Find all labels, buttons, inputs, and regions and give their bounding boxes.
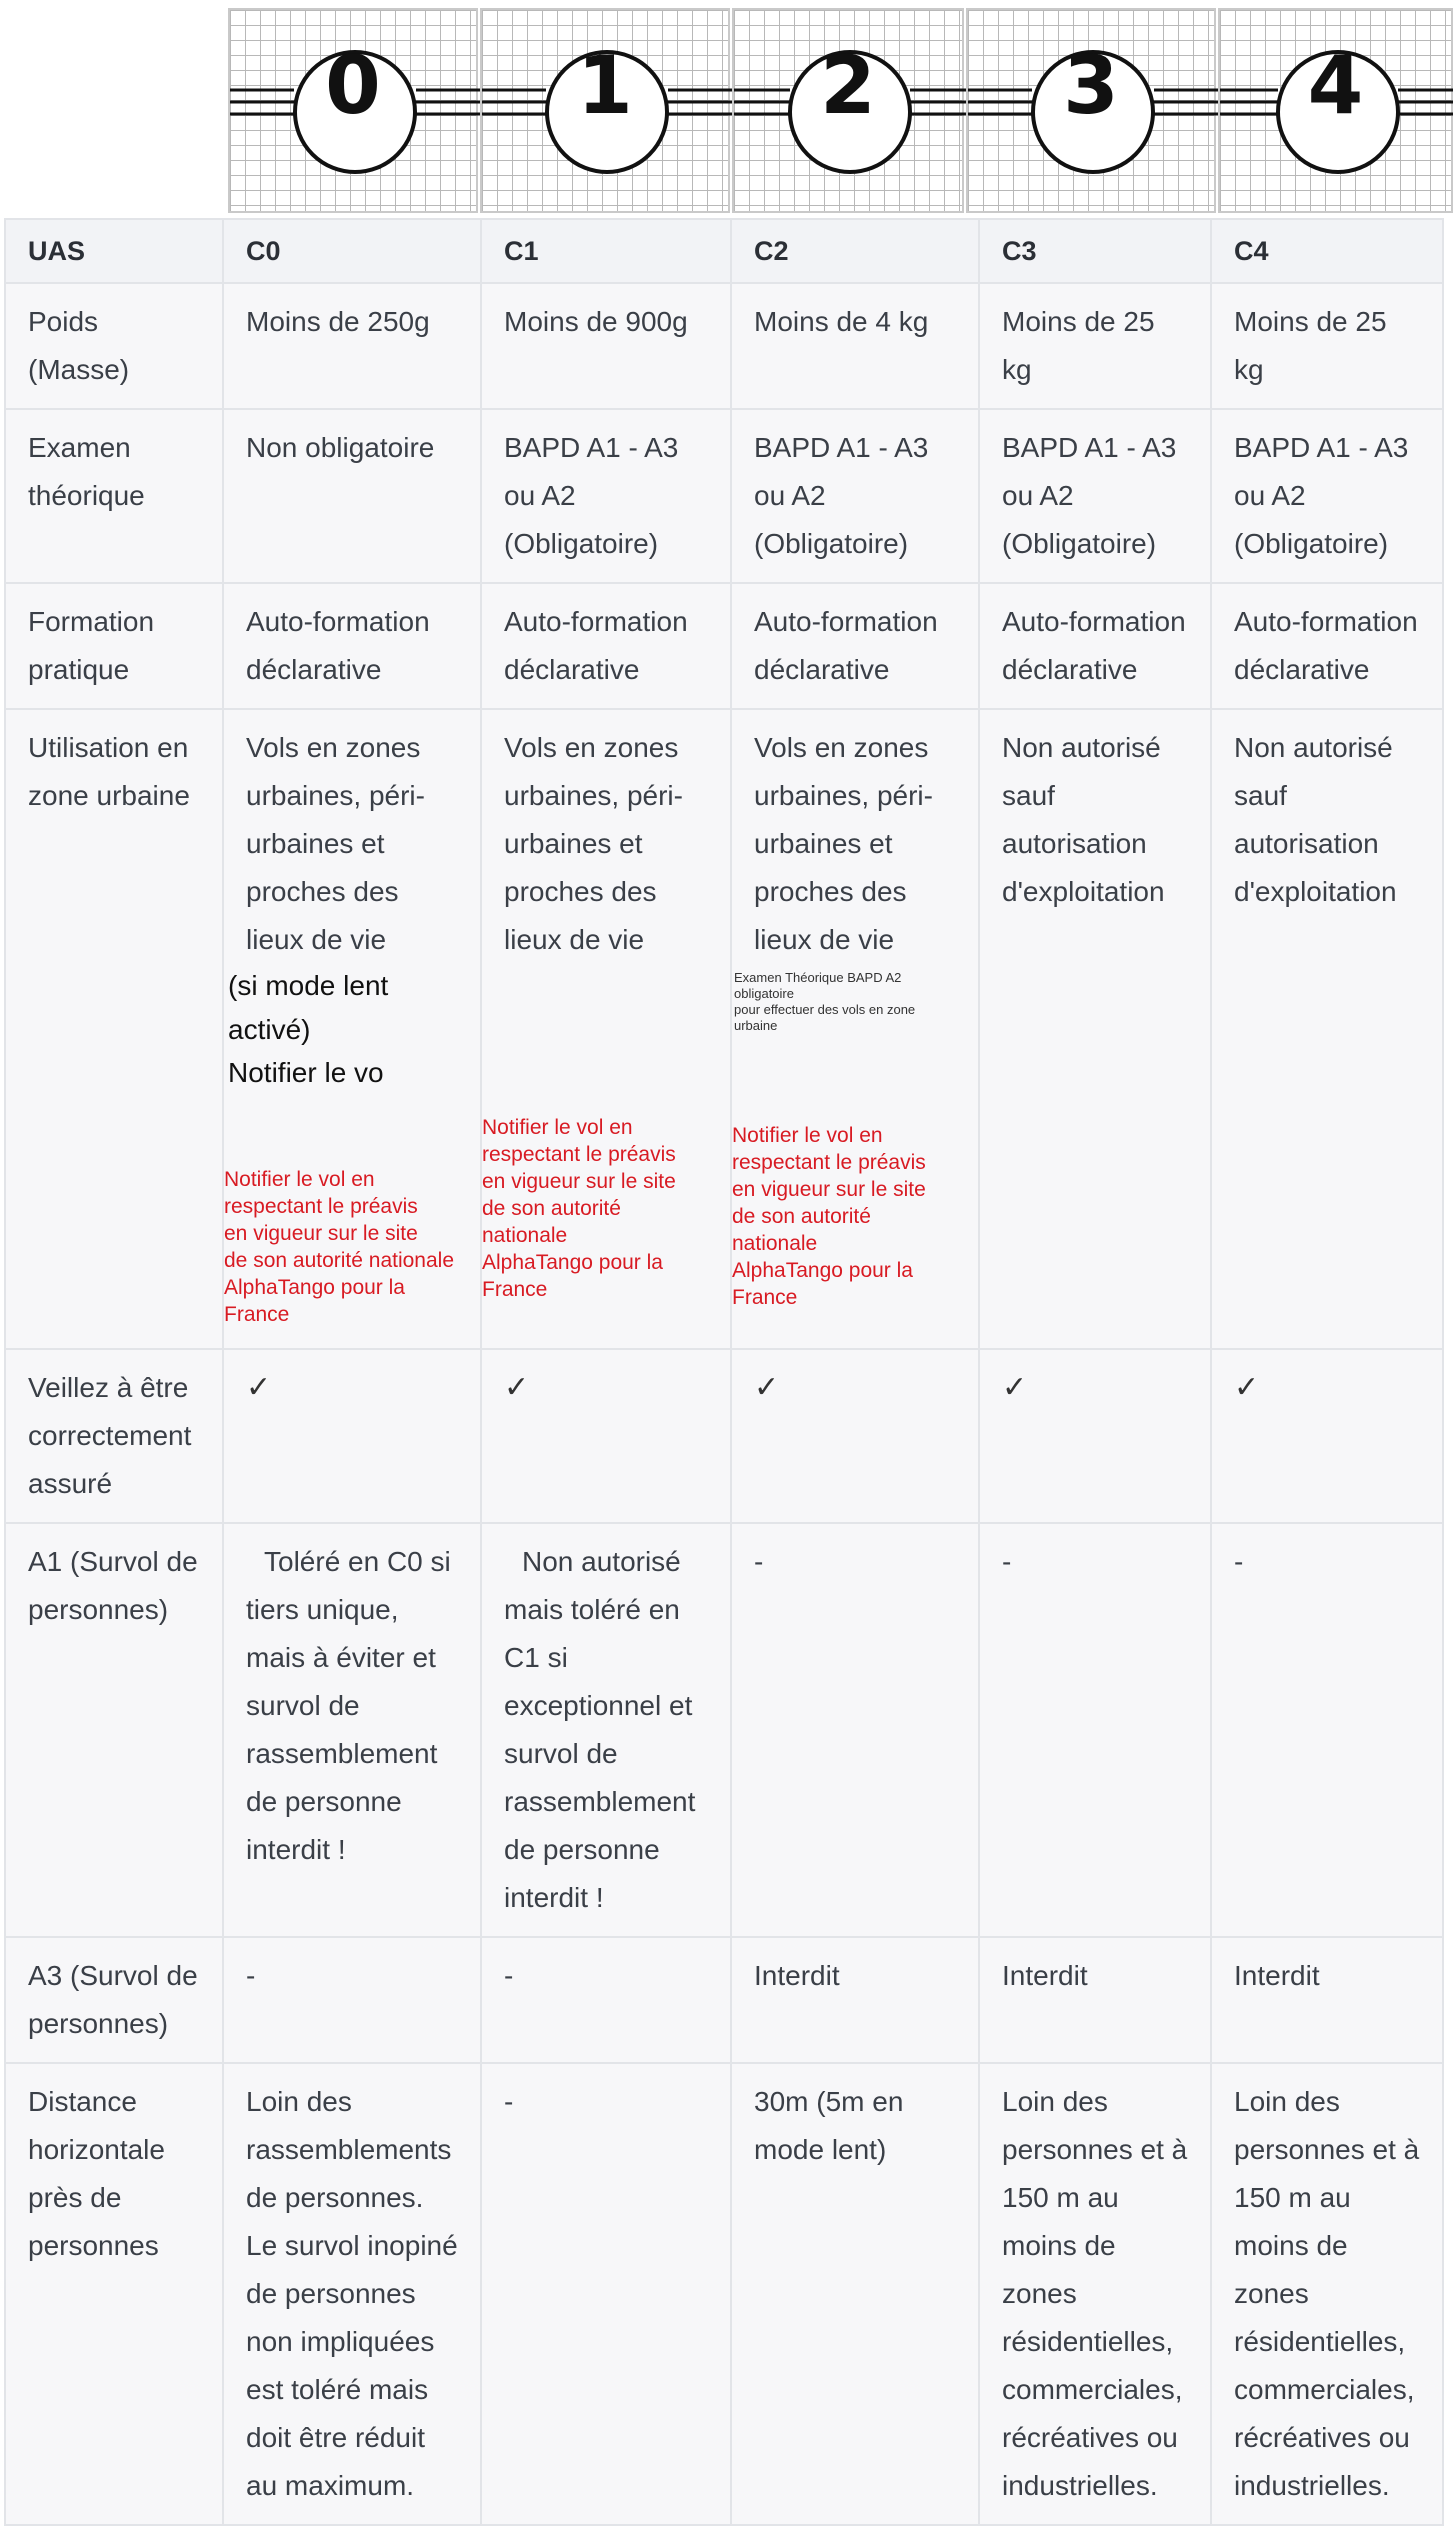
cell-c2: Auto-formation déclarative bbox=[731, 583, 979, 709]
table-row-a3 bbox=[5, 1937, 1443, 2063]
slow-mode-text: (si mode lent activé) bbox=[228, 970, 389, 1045]
cell-c2: - bbox=[731, 1523, 979, 1937]
badge-c3 bbox=[966, 8, 1216, 213]
cell-c4: Loin des personnes et à 150 m au moins de zones résidentielles, commerciales, récréatives ou industrielles. bbox=[1211, 2063, 1443, 2525]
table-row-distance bbox=[5, 2063, 1443, 2525]
cell-c4: - bbox=[1211, 1523, 1443, 1937]
header-c2: C2 bbox=[731, 219, 979, 283]
table-row-formation bbox=[5, 583, 1443, 709]
notify-text: Notifier le vo bbox=[228, 1057, 384, 1088]
row-label: Examen théorique bbox=[5, 409, 223, 583]
row-label: A3 (Survol de personnes) bbox=[5, 1937, 223, 2063]
urban-text: Vols en zones urbaines, péri-urbaines et proches des lieux de vie bbox=[754, 732, 933, 955]
cell-c4: Interdit bbox=[1211, 1937, 1443, 2063]
red-notice: Notifier le vol en respectant le préavis en vigueur sur le site de son autorité nationale AlphaTango pour la France bbox=[224, 1168, 455, 1326]
table-row-urbaine bbox=[5, 709, 1443, 1349]
urban-text: Vols en zones urbaines, péri-urbaines et proches des lieux de vie bbox=[504, 732, 683, 955]
row-label: Poids (Masse) bbox=[5, 283, 223, 409]
header-c4: C4 bbox=[1211, 219, 1443, 283]
check-icon: ✓ bbox=[1211, 1349, 1443, 1523]
urban-text: Vols en zones urbaines, péri-urbaines et proches des lieux de vie bbox=[246, 732, 425, 955]
badge-number: 0 bbox=[325, 39, 381, 132]
cell-c3: Non autorisé sauf autorisation d'exploitation bbox=[979, 709, 1211, 1349]
cell-c3: Loin des personnes et à 150 m au moins de zones résidentielles, commerciales, récréatives ou industrielles. bbox=[979, 2063, 1211, 2525]
cell-c2: Moins de 4 kg bbox=[731, 283, 979, 409]
check-icon: ✓ bbox=[979, 1349, 1211, 1523]
cell-c4: Moins de 25 kg bbox=[1211, 283, 1443, 409]
cell-c0: - bbox=[223, 1937, 481, 2063]
badge-number: 1 bbox=[577, 39, 633, 132]
cell-c3: BAPD A1 - A3 ou A2 (Obligatoire) bbox=[979, 409, 1211, 583]
badge-number: 2 bbox=[820, 39, 876, 132]
header-c1: C1 bbox=[481, 219, 731, 283]
header-c3: C3 bbox=[979, 219, 1211, 283]
cell-c4: Auto-formation déclarative bbox=[1211, 583, 1443, 709]
table-row-poids bbox=[5, 283, 1443, 409]
row-label: Distance horizontale près de personnes bbox=[5, 2063, 223, 2525]
table-row-a1 bbox=[5, 1523, 1443, 1937]
table-row-examen bbox=[5, 409, 1443, 583]
cell-c1: BAPD A1 - A3 ou A2 (Obligatoire) bbox=[481, 409, 731, 583]
header-c0: C0 bbox=[223, 219, 481, 283]
cell-c3: Interdit bbox=[979, 1937, 1211, 2063]
cell-c0: Moins de 250g bbox=[223, 283, 481, 409]
cell-c2: 30m (5m en mode lent) bbox=[731, 2063, 979, 2525]
badge-c0 bbox=[228, 8, 478, 213]
cell-c0 bbox=[223, 709, 481, 1349]
exam-small-note: Examen Théorique BAPD A2 obligatoire pour effectuer des vols en zone urbaine bbox=[734, 970, 916, 1033]
cell-c0: Non obligatoire bbox=[223, 409, 481, 583]
cell-c4: Non autorisé sauf autorisation d'exploitation bbox=[1211, 709, 1443, 1349]
badge-number: 3 bbox=[1063, 39, 1119, 132]
check-icon: ✓ bbox=[223, 1349, 481, 1523]
badge-number: 4 bbox=[1307, 39, 1364, 132]
cell-c2 bbox=[731, 709, 979, 1349]
cell-c1: Non autorisé mais toléré en C1 si exceptionnel et survol de rassemblement de personne interdit ! bbox=[481, 1523, 731, 1937]
cell-c3: Auto-formation déclarative bbox=[979, 583, 1211, 709]
cell-c0: Toléré en C0 si tiers unique, mais à éviter et survol de rassemblement de personne interdit ! bbox=[223, 1523, 481, 1937]
red-notice: Notifier le vol en respectant le préavis en vigueur sur le site de son autorité nationale AlphaTango pour la France bbox=[482, 1116, 676, 1301]
uas-comparison-table bbox=[4, 218, 1444, 2526]
cell-c1: Moins de 900g bbox=[481, 283, 731, 409]
cell-c0: Loin des rassemblements de personnes. Le survol inopiné de personnes non impliquées est toléré mais doit être réduit au maximum. bbox=[223, 2063, 481, 2525]
header-uas: UAS bbox=[5, 219, 223, 283]
cell-c3: - bbox=[979, 1523, 1211, 1937]
cell-c2: Interdit bbox=[731, 1937, 979, 2063]
red-notice: Notifier le vol en respectant le préavis en vigueur sur le site de son autorité nationale AlphaTango pour la France bbox=[732, 1124, 926, 1309]
table-row-assure bbox=[5, 1349, 1443, 1523]
badge-c1 bbox=[480, 8, 730, 213]
check-icon: ✓ bbox=[481, 1349, 731, 1523]
cell-c1: Auto-formation déclarative bbox=[481, 583, 731, 709]
cell-c3: Moins de 25 kg bbox=[979, 283, 1211, 409]
row-label: Veillez à être correctement assuré bbox=[5, 1349, 223, 1523]
class-badges bbox=[228, 8, 1453, 213]
cell-c4: BAPD A1 - A3 ou A2 (Obligatoire) bbox=[1211, 409, 1443, 583]
cell-c2: BAPD A1 - A3 ou A2 (Obligatoire) bbox=[731, 409, 979, 583]
check-icon: ✓ bbox=[731, 1349, 979, 1523]
table-header-row bbox=[5, 219, 1443, 283]
cell-c0: Auto-formation déclarative bbox=[223, 583, 481, 709]
cell-c1: - bbox=[481, 2063, 731, 2525]
badge-c2 bbox=[732, 8, 964, 213]
row-label: A1 (Survol de personnes) bbox=[5, 1523, 223, 1937]
cell-c1 bbox=[481, 709, 731, 1349]
badge-c4 bbox=[1218, 8, 1453, 213]
row-label: Formation pratique bbox=[5, 583, 223, 709]
cell-c1: - bbox=[481, 1937, 731, 2063]
row-label: Utilisation en zone urbaine bbox=[5, 709, 223, 1349]
